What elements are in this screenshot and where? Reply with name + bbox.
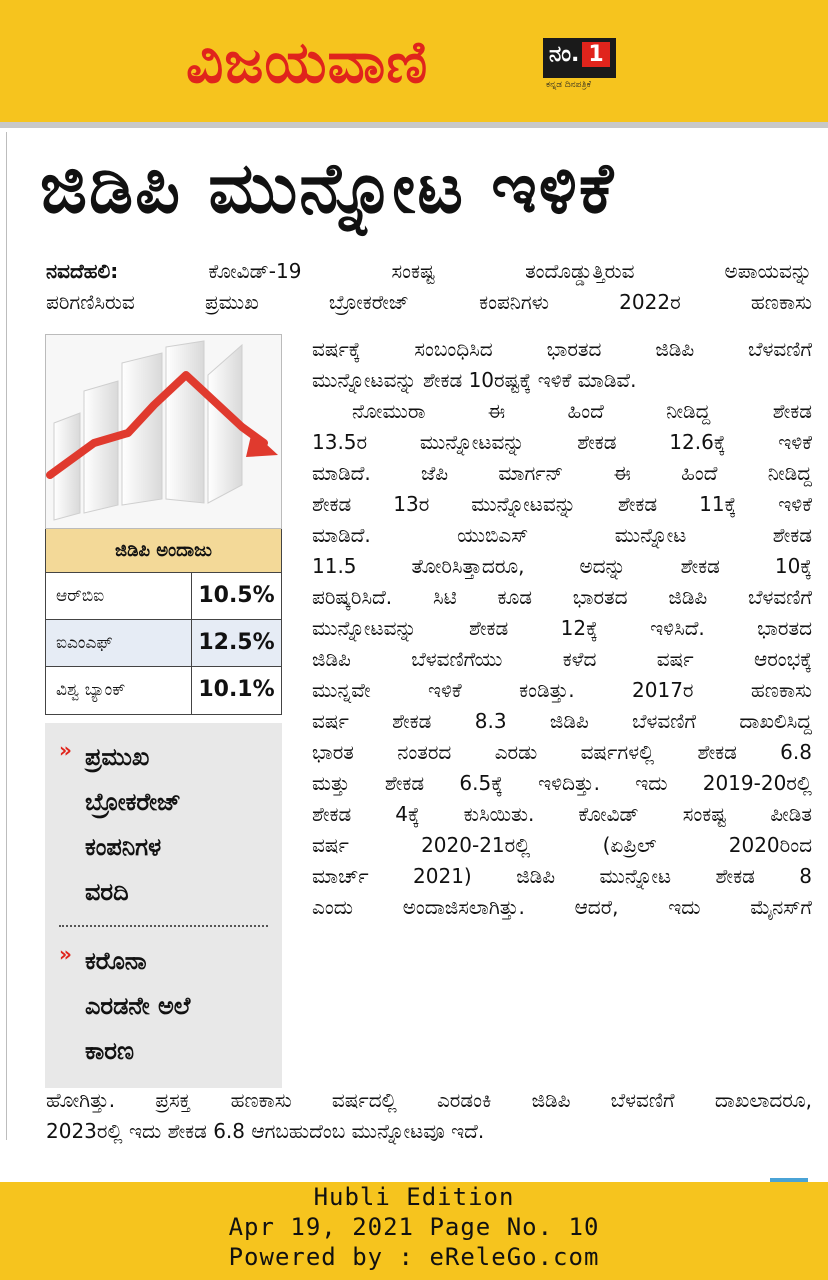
highlight-text: ಪ್ರಮುಖ ಬ್ರೋಕರೇಜ್ ಕಂಪನಿಗಳ ವರದಿ	[85, 743, 181, 906]
double-chevron-icon: »	[59, 738, 72, 762]
gdp-estimate-table	[45, 529, 282, 715]
masthead	[0, 0, 828, 122]
edition-label: Hubli Edition	[313, 1183, 515, 1211]
article-line: ವರ್ಷ ಶೇಕಡ 8.3 ಜಿಡಿಪಿ ಬೆಳವಣಿಗೆ ದಾಖಲಿಸಿದ್ದ	[312, 709, 812, 733]
article-line: ಮಾಡಿದೆ. ಜೆಪಿ ಮಾರ್ಗನ್ ಈ ಹಿಂದೆ ನೀಡಿದ್ದ	[312, 461, 812, 485]
table-cell-label: ಆರ್‌ಬಿಐ	[46, 573, 192, 619]
article-line: ನೋಮುರಾ ಈ ಹಿಂದೆ ನೀಡಿದ್ದ ಶೇಕಡ	[352, 399, 812, 423]
article-line: ವರ್ಷಕ್ಕೆ ಸಂಬಂಧಿಸಿದ ಭಾರತದ ಜಿಡಿಪಿ ಬೆಳವಣಿಗೆ	[312, 337, 812, 361]
article-line: ನವದೆಹಲಿ: ಕೋವಿಡ್-19 ಸಂಕಷ್ಟ ತಂದೊಡ್ಡುತ್ತಿರುವ ಅಪಾಯವನ್ನು	[46, 259, 812, 283]
article-headline: ಜಿಡಿಪಿ ಮುನ್ನೋಟ ಇಳಿಕೆ	[40, 147, 616, 229]
declining-chart-icon	[45, 334, 282, 529]
column-rule	[6, 132, 7, 1140]
table-cell-value: 12.5%	[198, 630, 275, 655]
article-line: 2023ರಲ್ಲಿ ಇದು ಶೇಕಡ 6.8 ಆಗಬಹುದೆಂಬ ಮುನ್ನೋಟವೂ ಇದೆ.	[46, 1119, 485, 1143]
newspaper-logo: ವಿಜಯವಾಣಿ	[186, 28, 429, 96]
article-line: ಶೇಕಡ 4ಕ್ಕೆ ಕುಸಿಯಿತು. ಕೋವಿಡ್ ಸಂಕಷ್ಟ ಪೀಡಿತ	[312, 802, 812, 826]
chart-illustration	[46, 335, 282, 529]
powered-by-link[interactable]: Powered by : eReleGo.com	[228, 1243, 600, 1271]
article-line: ಮುನ್ನವೇ ಇಳಿಕೆ ಕಂಡಿತ್ತು. 2017ರ ಹಣಕಾಸು	[312, 678, 812, 702]
article-line: ಮುನ್ನೋಟವನ್ನು ಶೇಕಡ 10ರಷ್ಟಕ್ಕೆ ಇಳಿಕೆ ಮಾಡಿವೆ.	[312, 368, 637, 392]
dotted-divider	[59, 925, 268, 927]
article-line: ಮುನ್ನೋಟವನ್ನು ಶೇಕಡ 12ಕ್ಕೆ ಇಳಿಸಿದೆ. ಭಾರತದ	[312, 616, 812, 640]
article-body-top	[46, 256, 812, 318]
no1-badge-text: ನಂ.	[549, 42, 580, 67]
article-body-column	[312, 334, 812, 923]
highlight-item	[59, 735, 268, 915]
article-dateline: ನವದೆಹಲಿ:	[46, 259, 119, 283]
table-cell-label: ಐಎಂಎಫ್	[46, 620, 192, 666]
article-line: ಮಾಡಿದೆ. ಯುಬಿಎಸ್ ಮುನ್ನೋಟ ಶೇಕಡ	[312, 523, 812, 547]
no1-badge-number: 1	[582, 42, 609, 67]
highlight-item	[59, 939, 268, 1074]
article-line: ಹೋಗಿತ್ತು. ಪ್ರಸಕ್ತ ಹಣಕಾಸು ವರ್ಷದಲ್ಲಿ ಎರಡಂಕಿ ಜಿಡಿಪಿ ಬೆಳವಣಿಗೆ ದಾಖಲಾದರೂ,	[46, 1088, 812, 1112]
highlight-text: ಕರೊನಾ ಎರಡನೇ ಅಲೆ ಕಾರಣ	[85, 947, 191, 1065]
table-title: ಜಿಡಿಪಿ ಅಂದಾಜು	[46, 529, 281, 573]
sidebar	[45, 334, 282, 1088]
date-page-label: Apr 19, 2021 Page No. 10	[228, 1213, 600, 1241]
article-line: 13.5ರ ಮುನ್ನೋಟವನ್ನು ಶೇಕಡ 12.6ಕ್ಕೆ ಇಳಿಕೆ	[312, 430, 812, 454]
table-cell-value: 10.5%	[198, 583, 275, 608]
article-line: ಭಾರತ ನಂತರದ ಎರಡು ವರ್ಷಗಳಲ್ಲಿ ಶೇಕಡ 6.8	[312, 740, 812, 764]
article-line: ವರ್ಷ 2020-21ರಲ್ಲಿ (ಏಪ್ರಿಲ್ 2020ರಿಂದ	[312, 833, 812, 857]
article-line: 11.5 ತೋರಿಸಿತ್ತಾದರೂ, ಅದನ್ನು ಶೇಕಡ 10ಕ್ಕೆ	[312, 554, 812, 578]
article-line: ಶೇಕಡ 13ರ ಮುನ್ನೋಟವನ್ನು ಶೇಕಡ 11ಕ್ಕೆ ಇಳಿಕೆ	[312, 492, 812, 516]
no1-badge	[543, 38, 616, 78]
table-cell-value: 10.1%	[198, 677, 275, 702]
article-line: ಎಂದು ಅಂದಾಜಿಸಲಾಗಿತ್ತು. ಆದರೆ, ಇದು ಮೈನಸ್‌ಗೆ	[312, 895, 812, 919]
article-line: ಪರಿಗಣಿಸಿರುವ ಪ್ರಮುಖ ಬ್ರೋಕರೇಜ್ ಕಂಪನಿಗಳು 2022ರ ಹಣಕಾಸು	[46, 290, 812, 314]
table-row	[46, 573, 281, 620]
footer	[0, 1182, 828, 1280]
double-chevron-icon: »	[59, 942, 72, 966]
article-body-bottom	[46, 1085, 812, 1147]
article-line: ಮತ್ತು ಶೇಕಡ 6.5ಕ್ಕೆ ಇಳಿದಿತ್ತು. ಇದು 2019-20ರಲ್ಲಿ	[312, 771, 812, 795]
table-row	[46, 667, 281, 714]
no1-badge-tagline: ಕನ್ನಡ ದಿನಪತ್ರಿಕೆ	[546, 80, 592, 90]
article-line: ಜಿಡಿಪಿ ಬೆಳವಣಿಗೆಯು ಕಳೆದ ವರ್ಷ ಆರಂಭಕ್ಕೆ	[312, 647, 812, 671]
table-row	[46, 620, 281, 667]
highlights-box	[45, 723, 282, 1088]
article-line: ಪರಿಷ್ಕರಿಸಿದೆ. ಸಿಟಿ ಕೂಡ ಭಾರತದ ಜಿಡಿಪಿ ಬೆಳವಣಿಗೆ	[312, 585, 812, 609]
table-cell-label: ವಿಶ್ವ ಬ್ಯಾಂಕ್	[46, 667, 192, 714]
article-line: ಮಾರ್ಚ್ 2021) ಜಿಡಿಪಿ ಮುನ್ನೋಟ ಶೇಕಡ 8	[312, 864, 812, 888]
masthead-divider	[0, 122, 828, 128]
